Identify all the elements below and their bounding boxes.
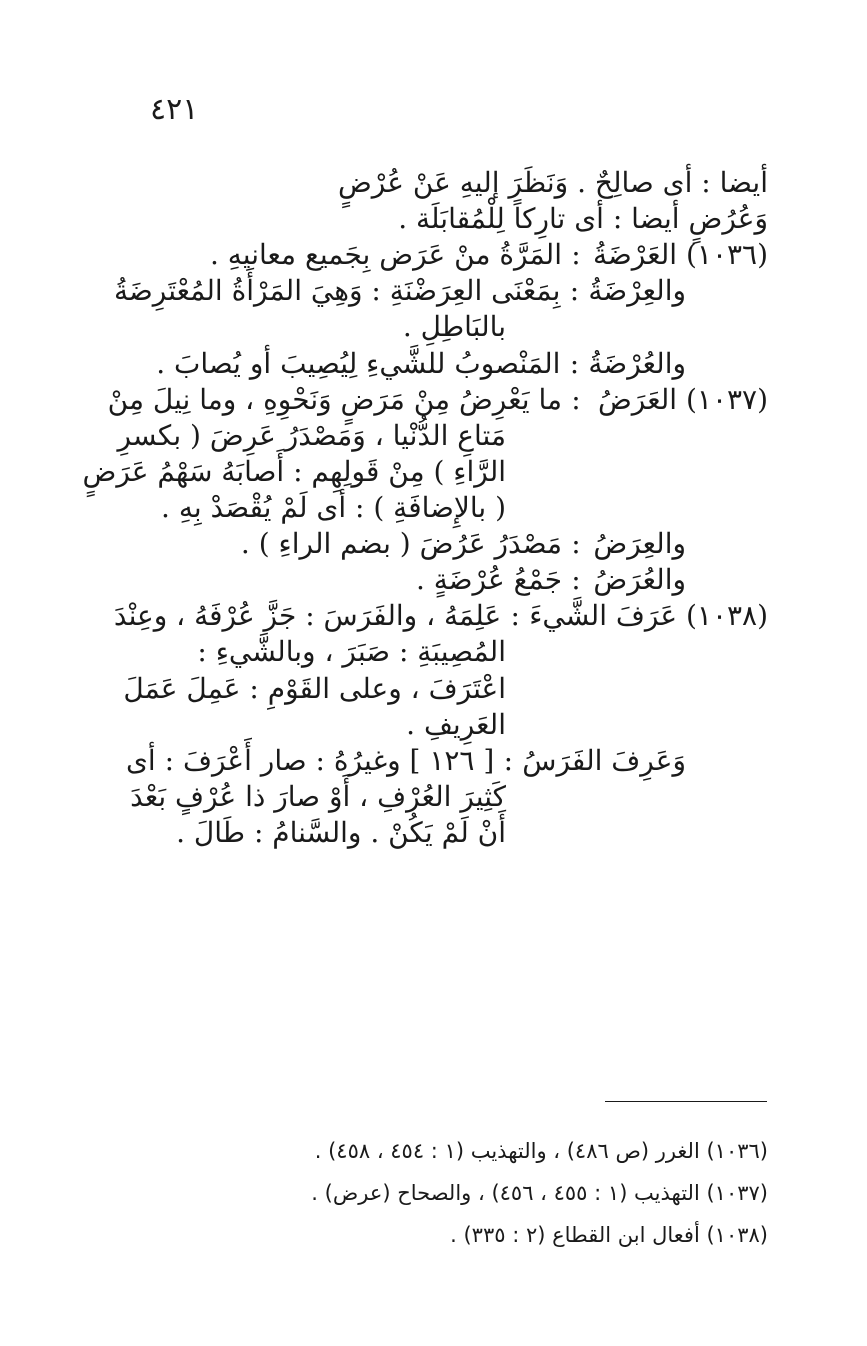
entry-definition [100,562,562,598]
dictionary-body [82,165,768,851]
dictionary-entry [100,273,768,309]
dictionary-entry [100,526,768,562]
definition-line: المَنْصوبُ للشَّيءِ لِيُصِيبَ أو يُصابَ . [156,346,561,380]
entry-headword: عَرَفَ الشَّيءَ [529,599,678,633]
entry-headword: والعِرْضَةُ [588,274,686,308]
dictionary-entry [100,346,768,382]
entry-definition [100,382,562,418]
dictionary-entry [100,562,768,598]
definition-line: مَصْدَرُ عَرُضَ ( بضم الراءِ ) . [240,527,562,561]
definition-line: بِمَعْنَى العِرَضْنَةِ : وَهِيَ المَرْأَةُ المُعْتَرِضَةُ [113,274,561,308]
entry-colon: : [510,599,520,633]
dictionary-entry [100,743,768,779]
entry-colon: : [569,274,580,308]
definition-line: عَلِمَهُ ، والفَرَسَ : جَزَّ عُرْفَهُ ، وعِنْدَ [113,599,502,633]
entry-definition [100,743,494,779]
definition-line: مَتاعِ الدُّنْيا ، وَمَصْدَرُ عَرِضَ ( بكسرِ [117,418,506,452]
page-number: ٤٢١ [150,92,199,127]
entry-definition [100,598,501,634]
definition-line: [ ١٢٦ ] وغيرُهُ : صار أَعْرَفَ : أى [126,743,495,777]
definition-line: المَرَّةُ منْ عَرَض بِجَميع معانيهِ . [209,238,562,272]
entry-colon: : [569,346,580,380]
dictionary-entry [100,382,768,418]
intro-line: وَعُرُضٍ أيضا : أى تارِكاً لِلْمُقابَلَة . [398,202,768,236]
definition-line: الرَّاءِ ) مِنْ قَولِهِم : أَصابَهُ سَهْمُ عَرَضٍ [82,454,506,488]
entry-number: (١٠٣٦) [685,238,768,272]
definition-line: العَرِيفِ . [406,707,506,741]
entry-colon: : [571,382,581,416]
footnote: (١٠٣٦) الغرر (ص ٤٨٦) ، والتهذيب (١ : ٤٥٤ ، ٤٥٨) . [314,1139,768,1163]
definition-line: ( بالإِضافَةِ ) : أى لَمْ يُقْصَدْ بِهِ . [161,490,506,524]
definition-line: أَنْ لَمْ يَكُنْ . والسَّنامُ : طَالَ . [176,815,506,849]
entry-headword: والعِرَضُ [593,527,686,561]
entry-headword: والعُرْضَةُ [588,346,686,380]
definition-line: ما يَعْرِضُ مِنْ مَرَضٍ وَنَحْوِهِ ، وما نِيلَ مِنْ [107,382,562,416]
dictionary-entry [100,237,768,273]
intro-line: أيضا : أى صالِحٌ . وَنَظَرَ إليهِ عَنْ عُرْضٍ [337,166,768,199]
entry-definition [100,237,562,273]
definition-line: كَثِيرَ العُرْفِ ، أَوْ صارَ ذا عُرْفٍ بَعْدَ [130,779,506,813]
entry-number: (١٠٣٧) [685,382,768,416]
entry-colon: : [571,563,581,597]
footnote-divider [605,1101,767,1102]
definition-line: جَمْعُ عُرْضَةٍ . [415,563,562,597]
entry-colon: : [571,527,581,561]
definition-line: المُصِيبَةِ : صَبَرَ ، وبالشَّيءِ : [197,635,506,669]
footnote: (١٠٣٧) التهذيب (١ : ٤٥٥ ، ٤٥٦) ، والصحاح (عرض) . [311,1181,768,1205]
entry-headword: والعُرَضُ [593,563,686,597]
entry-definition [100,346,560,382]
entry-colon: : [571,238,581,272]
entry-headword: العَرَضُ [597,382,678,416]
entry-definition [100,273,560,309]
entry-colon: : [503,743,513,777]
footnotes [200,1130,768,1256]
entry-headword: العَرْضَةُ [593,238,678,272]
dictionary-entry [100,598,768,634]
entry-number: (١٠٣٨) [685,599,768,633]
entry-headword: وَعَرِفَ الفَرَسُ [522,743,686,777]
definition-line: بالبَاطِلِ . [402,310,506,344]
footnote: (١٠٣٨) أفعال ابن القطاع (٢ : ٣٣٥) . [450,1223,768,1247]
definition-line: اعْتَرَفَ ، وعلى القَوْمِ : عَمِلَ عَمَلَ [123,671,506,705]
entry-definition [100,526,562,562]
